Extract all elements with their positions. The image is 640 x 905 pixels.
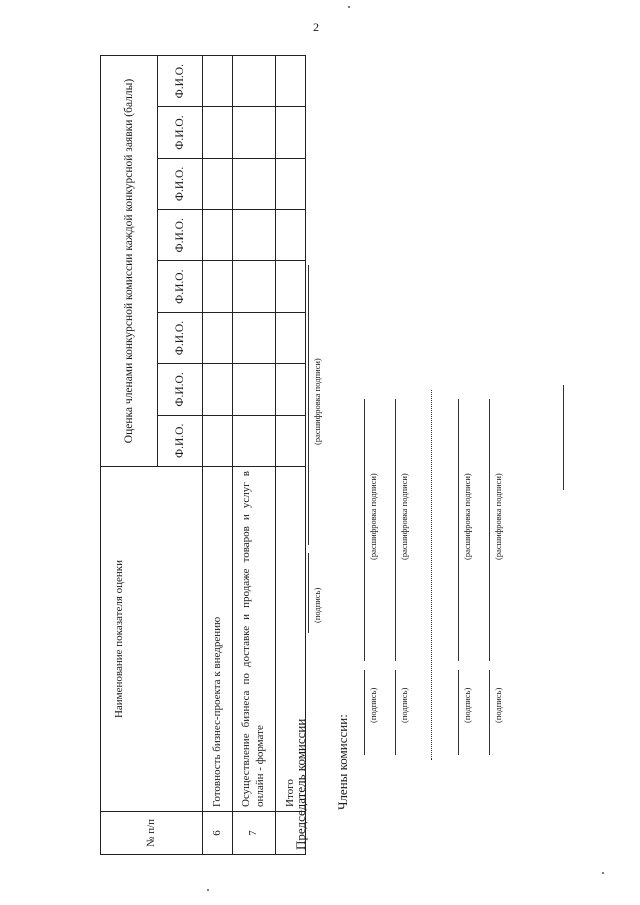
- score-cell[interactable]: [276, 107, 306, 158]
- member-3-dotted-line[interactable]: [431, 390, 432, 760]
- chairman-decoding-line[interactable]: [308, 265, 309, 545]
- members-label: Члены комиссии:: [335, 714, 350, 810]
- header-indicator-name: Наименование показателя оценки: [101, 467, 203, 812]
- row-num: 6: [203, 812, 233, 855]
- score-cell[interactable]: [276, 364, 306, 415]
- chairman-decoding-caption: (расшифровка подписи): [312, 358, 322, 445]
- header-evaluation-group: Оценка членами конкурсной комиссии каждой конкурсной заявки (баллы): [101, 56, 158, 467]
- row-name: Итого: [276, 467, 306, 812]
- score-cell[interactable]: [276, 415, 306, 466]
- score-cell[interactable]: [276, 158, 306, 209]
- score-cell[interactable]: [203, 107, 233, 158]
- member-4-signature-line[interactable]: [458, 670, 459, 755]
- score-cell[interactable]: [233, 107, 276, 158]
- member-5-signature-caption: (подпись): [493, 687, 503, 723]
- member-4-signature-caption: (подпись): [462, 687, 472, 723]
- member-1-decoding-line[interactable]: [364, 399, 365, 661]
- header-fio-2: Ф.И.О.: [158, 364, 203, 415]
- row-name: Осуществление бизнеса по доставке и продаже товаров и услуг в онлайн - формате: [233, 467, 276, 812]
- member-5-decoding-caption: (расшифровка подписи): [493, 473, 503, 560]
- member-6-line[interactable]: [563, 385, 564, 490]
- member-2-decoding-caption: (расшифровка подписи): [399, 473, 409, 560]
- chairman-label: Председатель комиссии: [293, 718, 308, 850]
- score-cell[interactable]: [203, 415, 233, 466]
- score-cell[interactable]: [233, 312, 276, 363]
- score-cell[interactable]: [276, 56, 306, 107]
- chairman-signature-caption: (подпись): [312, 587, 322, 623]
- evaluation-table: [100, 55, 306, 855]
- score-cell[interactable]: [233, 261, 276, 312]
- scan-speck: [348, 6, 350, 8]
- score-cell[interactable]: [203, 312, 233, 363]
- header-num: № п/п: [101, 812, 203, 855]
- score-cell[interactable]: [233, 158, 276, 209]
- member-1-decoding-caption: (расшифровка подписи): [368, 473, 378, 560]
- member-1-signature-line[interactable]: [364, 670, 365, 755]
- member-2-decoding-line[interactable]: [395, 399, 396, 661]
- row-num: 7: [233, 812, 276, 855]
- score-cell[interactable]: [276, 210, 306, 261]
- score-cell[interactable]: [276, 312, 306, 363]
- score-cell[interactable]: [233, 210, 276, 261]
- header-fio-4: Ф.И.О.: [158, 261, 203, 312]
- member-5-signature-line[interactable]: [489, 670, 490, 755]
- table-row: [233, 56, 276, 855]
- member-4-decoding-line[interactable]: [458, 399, 459, 661]
- score-cell[interactable]: [276, 261, 306, 312]
- chairman-signature-line[interactable]: [308, 553, 309, 633]
- member-4-decoding-caption: (расшифровка подписи): [462, 473, 472, 560]
- score-cell[interactable]: [203, 261, 233, 312]
- header-fio-1: Ф.И.О.: [158, 415, 203, 466]
- score-cell[interactable]: [203, 56, 233, 107]
- score-cell[interactable]: [203, 364, 233, 415]
- header-fio-7: Ф.И.О.: [158, 107, 203, 158]
- page-number: 2: [313, 20, 319, 34]
- header-fio-3: Ф.И.О.: [158, 312, 203, 363]
- table-row: [203, 56, 233, 855]
- scan-speck: [602, 872, 604, 874]
- member-2-signature-caption: (подпись): [399, 687, 409, 723]
- score-cell[interactable]: [233, 364, 276, 415]
- score-cell[interactable]: [203, 210, 233, 261]
- member-5-decoding-line[interactable]: [489, 399, 490, 661]
- row-name: Готовность бизнес-проекта к внедрению: [203, 467, 233, 812]
- score-cell[interactable]: [203, 158, 233, 209]
- header-fio-5: Ф.И.О.: [158, 210, 203, 261]
- member-1-signature-caption: (подпись): [368, 687, 378, 723]
- header-fio-6: Ф.И.О.: [158, 158, 203, 209]
- rotated-page-content: [100, 55, 630, 855]
- score-cell[interactable]: [233, 56, 276, 107]
- header-fio-8: Ф.И.О.: [158, 56, 203, 107]
- score-cell[interactable]: [233, 415, 276, 466]
- member-2-signature-line[interactable]: [395, 670, 396, 755]
- scan-speck: [207, 889, 209, 891]
